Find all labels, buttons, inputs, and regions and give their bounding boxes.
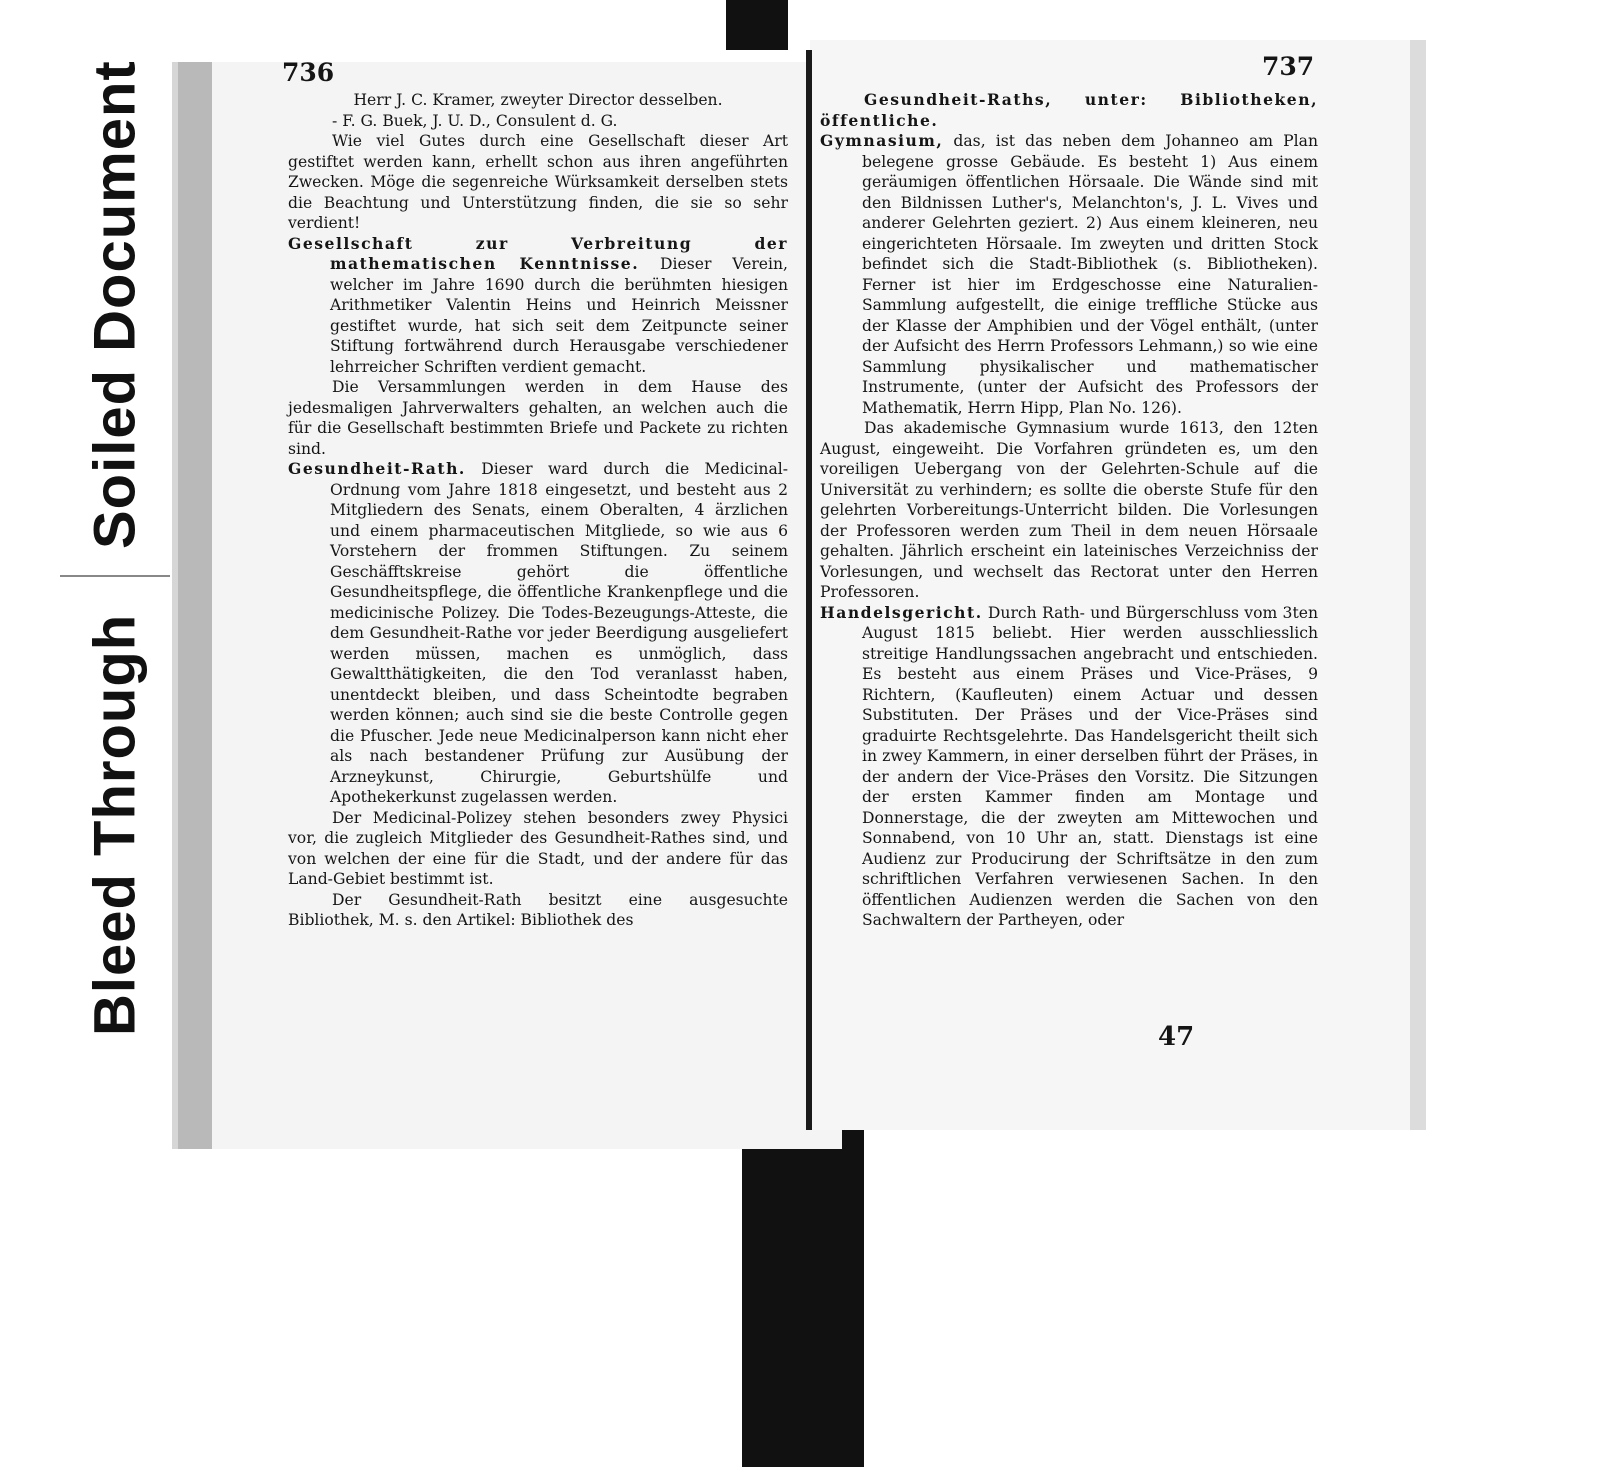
right-entry-4 bbox=[820, 603, 1318, 931]
entry-body: das, ist das neben dem Johanneo am Plan belegene grosse Gebäude. Es besteht 1) Aus einem geräumigen öffentlichen Hörsaale. Die Wände sind mit den Bildnissen Luther's, Melanchton's, J. L. Vives und anderer Gelehrten geziert. 2) Aus einem kleineren, neu eingerichteten Hörsaale. Im zweyten und dritten Stock befindet sich die Stadt-Bibliothek (s. Bibliotheken). Ferner ist hier im Erdgeschosse eine Naturalien-Sammlung aufgestellt, die einige treffliche Stücke aus der Klasse der Amphibien und der Vögel enthält, (unter der Aufsicht des Herrn Professors Lehmann,) so wie eine Sammlung physikalischer und mathematischer Instrumente, (unter der Aufsicht des Professors der Mathematik, Herrn Hipp, Plan No. 126). bbox=[862, 132, 1318, 417]
left-page-text bbox=[288, 90, 788, 931]
bleed-through-label: Bleed Through bbox=[82, 613, 148, 1037]
left-entry-6 bbox=[288, 459, 788, 808]
right-entry-2 bbox=[820, 131, 1318, 418]
right-page-number: 737 bbox=[1262, 52, 1315, 81]
left-paragraph-7: Der Medicinal-Polizey stehen besonders zwey Physici vor, die zugleich Mitglieder des Gesundheit-Rathes sind, und von welchen der eine für die Stadt, und der andere für das Land-Gebiet bestimmt ist. bbox=[288, 808, 788, 888]
book-spine-top bbox=[726, 0, 788, 50]
entry-body: Dieser ward durch die Medicinal-Ordnung vom Jahre 1818 eingesetzt, und besteht aus 2 Mitgliedern des Senats, einem Oberalten, 4 ärzlichen und einem pharmaceutischen Mitgliede, so wie aus 6 Vorstehern der frommen Stiftungen. Zu seinem Geschäfftskreise gehört die öffentliche Gesundheitspflege, die öffentliche Krankenpflege und die medicinische Polizey. Die Todes-Bezeugungs-Atteste, die dem Gesundheit-Rathe vor jeder Beerdigung ausgeliefert werden müssen, machen es unmöglich, dass Gewaltthätigkeiten, die den Tod veranlasst haben, unentdeckt bleiben, und dass Scheintodte begraben werden können; auch sind sie die beste Controlle gegen die Pfuscher. Jede neue Medicinalperson kann nicht eher als nach bestandener Prüfung zur Ausübung der Arzneykunst, Chirurgie, Geburtshülfe und Apothekerkunst zugelassen werden. bbox=[330, 460, 788, 806]
left-line-2: - F. G. Buek, J. U. D., Consulent d. G. bbox=[332, 111, 618, 130]
soiled-document-label: Soiled Document bbox=[82, 60, 148, 550]
entry-heading: Handelsgericht. bbox=[820, 602, 983, 622]
left-paragraph-5: Die Versammlungen werden in dem Hause des jedesmaligen Jahrverwalters gehalten, an welchen auch die für die Gesellschaft bestimmten Briefe und Packete zu richten sind. bbox=[288, 378, 788, 458]
entry-heading: Gesellschaft zur Verbreitung der mathematischen Kenntnisse. bbox=[288, 233, 788, 273]
left-paragraph-8: Der Gesundheit-Rath besitzt eine ausgesuchte Bibliothek, M. s. den Artikel: Bibliothek des bbox=[288, 890, 788, 929]
label-separator bbox=[60, 575, 170, 577]
left-page-number: 736 bbox=[282, 58, 335, 87]
annotation-label-strip bbox=[60, 50, 170, 1060]
book-spine-bottom bbox=[742, 1120, 864, 1467]
signature-mark: 47 bbox=[1158, 1022, 1195, 1052]
right-page-text bbox=[820, 90, 1318, 931]
entry-heading: Gymnasium, bbox=[820, 131, 944, 150]
left-line-1: Herr J. C. Kramer, zweyter Director desselben. bbox=[353, 91, 723, 109]
entry-body: Dieser Verein, welcher im Jahre 1690 durch die berühmten hiesigen Arithmetiker Valentin Heins und Heinrich Meissner gestiftet wurde, hat sich seit dem Zeitpuncte seiner Stiftung fortwährend durch Herausgabe verschiedener lehrreicher Schriften verdient gemacht. bbox=[330, 255, 788, 376]
entry-heading: Gesundheit-Rath. bbox=[288, 459, 466, 478]
right-line-1: Gesundheit-Raths, unter: Bibliotheken, öffentliche. bbox=[820, 90, 1318, 130]
right-paragraph-3: Das akademische Gymnasium wurde 1613, den 12ten August, eingeweiht. Die Vorfahren gründeten es, um den voreiligen Uebergang von der Gelehrten-Schule auf die Universität zu verhindern; es sollte die oberste Stufe für den gelehrten Vorbereitungs-Unterricht bilden. Die Vorlesungen der Professoren werden zum Theil in dem neuen Hörsaale gehalten. Jährlich erscheint ein lateinisches Verzeichniss der Vorlesungen, und wechselt das Rectorat unter den Herren Professoren. bbox=[820, 419, 1318, 601]
left-entry-4 bbox=[288, 234, 788, 378]
left-paragraph-3: Wie viel Gutes durch eine Gesellschaft dieser Art gestiftet werden kann, erhellt schon aus ihren angeführten Zwecken. Möge die segenreiche Würksamkeit derselben stets die Beachtung und Unterstützung finden, die sie so sehr verdient! bbox=[288, 132, 788, 232]
entry-body: Durch Rath- und Bürgerschluss vom 3ten August 1815 beliebt. Hier werden ausschliesslich streitige Handlungssachen angebracht und entschieden. Es besteht aus einem Präses und Vice-Präses, 9 Richtern, (Kaufleuten) einem Actuar und dessen Substituten. Der Präses und der Vice-Präses sind graduirte Rechtsgelehrte. Das Handelsgericht theilt sich in zwey Kammern, in einer derselben führt der Präses, in der andern der Vice-Präses den Vorsitz. Die Sitzungen der ersten Kammer finden am Montage und Donnerstage, die der zweyten am Mittewochen und Sonnabend, von 10 Uhr an, statt. Dienstags ist eine Audienz zur Producirung der Schriftsätze in den zum schriftlichen Verfahren verwiesenen Sachen. In den öffentlichen Audienzen werden die Sachen von den Sachwaltern der Partheyen, oder bbox=[862, 603, 1318, 929]
book-gutter bbox=[806, 50, 812, 1130]
